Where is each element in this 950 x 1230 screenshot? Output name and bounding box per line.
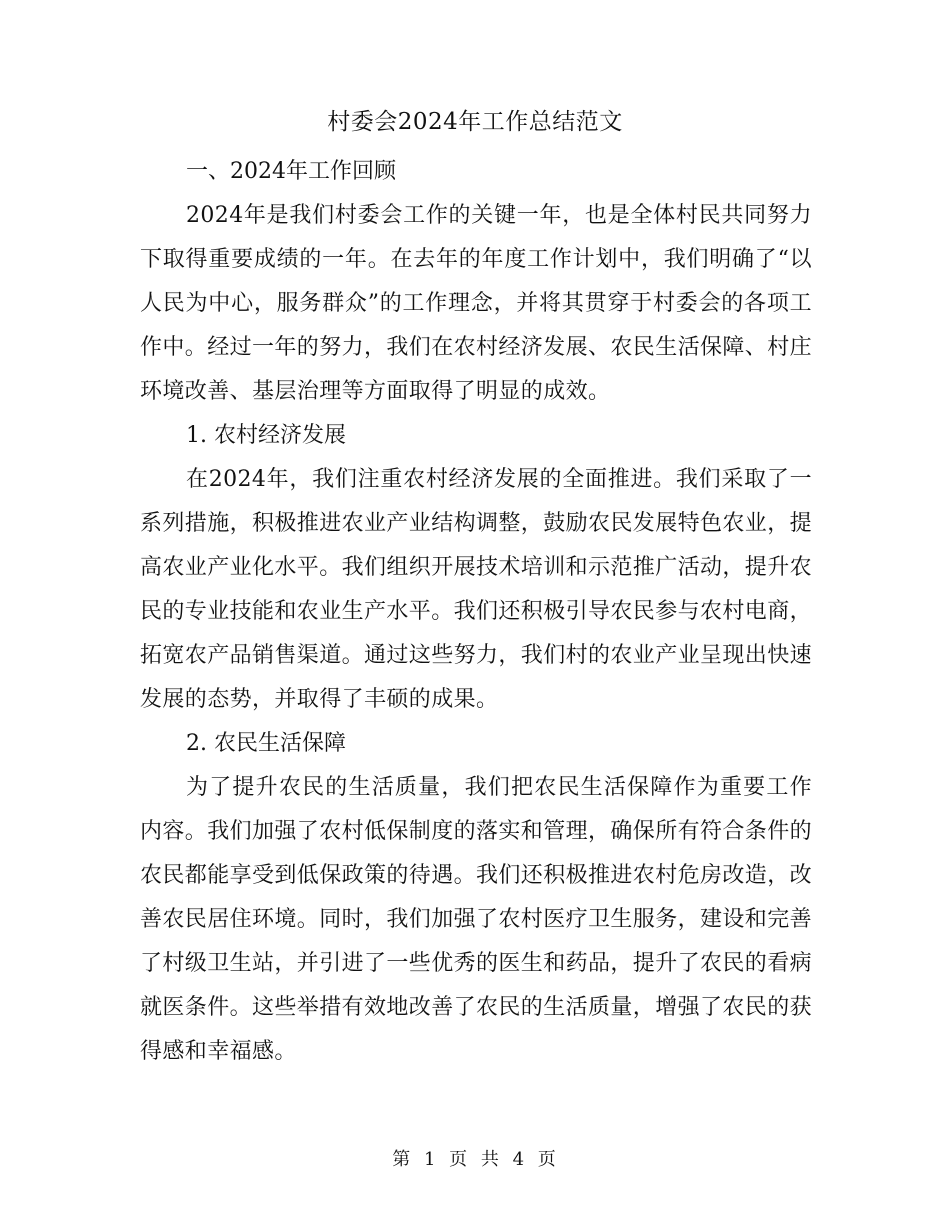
section-heading-livelihood: 2. 农民生活保障 — [186, 731, 346, 756]
section-heading-review: 一、2024年工作回顾 — [186, 159, 396, 184]
section-heading-economy: 1. 农村经济发展 — [186, 423, 346, 448]
page-footer: 第 1 页 共 4 页 — [392, 1149, 558, 1170]
section-paragraph-review: 2024年是我们村委会工作的关键一年，也是全体村民共同努力下取得重要成绩的一年。在去年的年度工作计划中，我们明确了“以人民为中心，服务群众”的工作理念，并将其贯穿于村委会的各项工作中。经过一年的努力，我们在农村经济发展、农民生活保障、村庄环境改善、基层治理等方面取得了明显的成效。 — [140, 203, 813, 404]
section-paragraph-livelihood: 为了提升农民的生活质量，我们把农民生活保障作为重要工作内容。我们加强了农村低保制度的落实和管理，确保所有符合条件的农民都能享受到低保政策的待遇。我们还积极推进农村危房改造，改善农民居住环境。同时，我们加强了农村医疗卫生服务，建设和完善了村级卫生站，并引进了一些优秀的医生和药品，提升了农民的看病就医条件。这些举措有效地改善了农民的生活质量，增强了农民的获得感和幸福感。 — [140, 775, 813, 1064]
document-title: 村委会2024年工作总结范文 — [327, 109, 623, 135]
document-body — [140, 150, 812, 1074]
section-paragraph-economy: 在2024年，我们注重农村经济发展的全面推进。我们采取了一系列措施，积极推进农业产业结构调整，鼓励农民发展特色农业，提高农业产业化水平。我们组织开展技术培训和示范推广活动，提升农民的专业技能和农业生产水平。我们还积极引导农民参与农村电商，拓宽农产品销售渠道。通过这些努力，我们村的农业产业呈现出快速发展的态势，并取得了丰硕的成果。 — [140, 467, 813, 712]
